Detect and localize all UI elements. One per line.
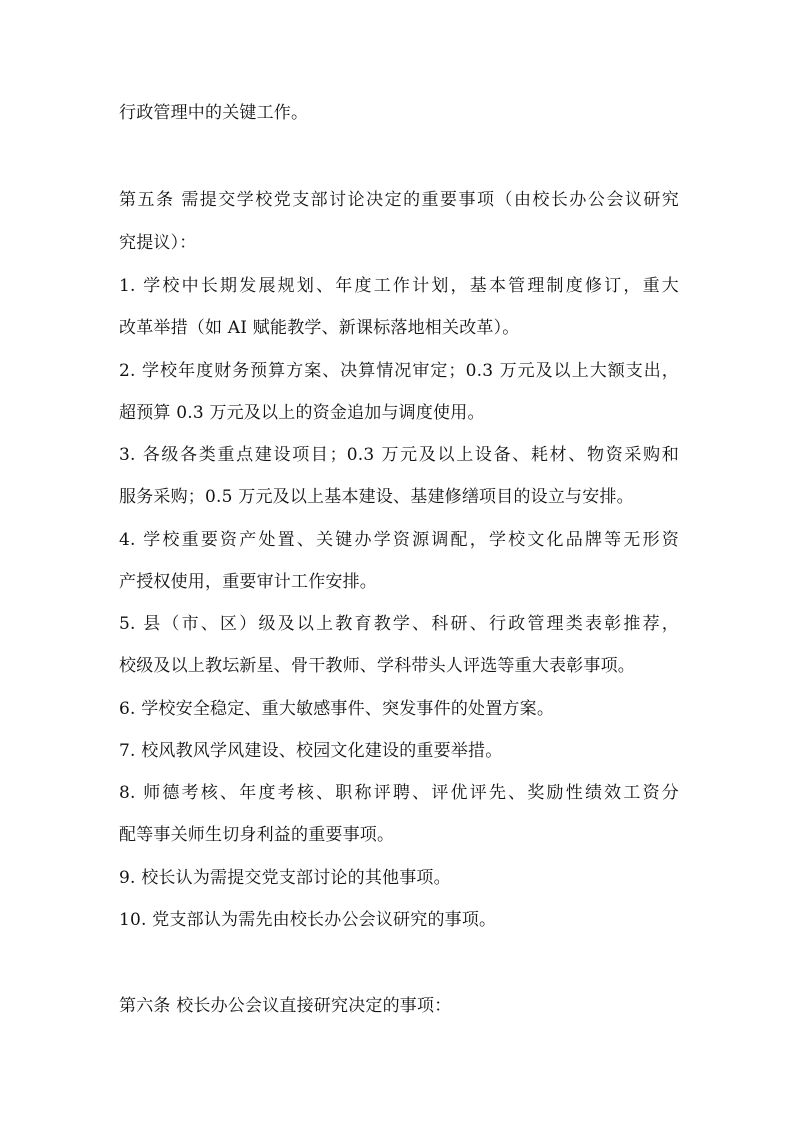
- article5-item7-line1: 7. 校风教风学风建设、校园文化建设的重要举措。: [119, 741, 503, 761]
- article5-item4-line1: 4. 学校重要资产处置、关键办学资源调配，学校文化品牌等无形资: [119, 530, 679, 550]
- article5-item6-line1: 6. 学校安全稳定、重大敏感事件、突发事件的处置方案。: [119, 699, 555, 719]
- article5-item8-line2: 配等事关师生切身利益的重要事项。: [119, 825, 395, 845]
- article5-item2-line2: 超预算 0.3 万元及以上的资金追加与调度使用。: [119, 403, 485, 423]
- article5-item1-line2: 改革举措（如 AI 赋能教学、新课标落地相关改革）。: [119, 318, 520, 338]
- article5-heading-line1: 第五条 需提交学校党支部讨论决定的重要事项（由校长办公会议研究: [119, 190, 679, 210]
- article5-item4-line2: 产授权使用，重要审计工作安排。: [119, 572, 377, 592]
- article6-heading: 第六条 校长办公会议直接研究决定的事项：: [119, 996, 452, 1016]
- article5-heading-line2: 究提议）：: [119, 233, 197, 253]
- article5-item9-line1: 9. 校长认为需提交党支部讨论的其他事项。: [119, 868, 451, 888]
- article5-item5-line2: 校级及以上教坛新星、骨干教师、学科带头人评选等重大表彰事项。: [119, 656, 635, 676]
- article5-item3-line2: 服务采购；0.5 万元及以上基本建设、基建修缮项目的设立与安排。: [119, 487, 634, 507]
- article5-item1-line1: 1. 学校中长期发展规划、年度工作计划，基本管理制度修订，重大: [119, 276, 679, 296]
- article5-item8-line1: 8. 师德考核、年度考核、职称评聘、评优评先、奖励性绩效工资分: [119, 783, 679, 803]
- article5-item5-line1: 5. 县（市、区）级及以上教育教学、科研、行政管理类表彰推荐，: [119, 614, 679, 634]
- article5-item2-line1: 2. 学校年度财务预算方案、决算情况审定；0.3 万元及以上大额支出，: [119, 361, 679, 381]
- intro-tail-text: 行政管理中的关键工作。: [119, 103, 309, 123]
- article5-item10-line1: 10. 党支部认为需先由校长办公会议研究的事项。: [119, 910, 497, 930]
- article5-item3-line1: 3. 各级各类重点建设项目；0.3 万元及以上设备、耗材、物资采购和: [119, 445, 679, 465]
